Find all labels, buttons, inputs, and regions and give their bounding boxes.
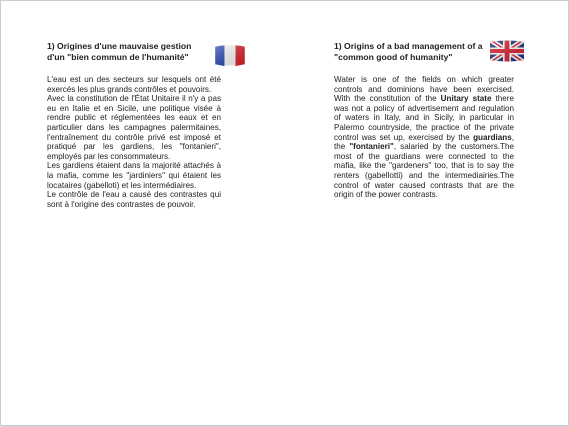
english-column [334, 41, 514, 200]
english-title-line2: "common good of humanity" [334, 51, 453, 62]
french-paragraph: Le contrôle de l'eau a causé des contrastes qui sont à l'origine des contrastes de pouvoir. [47, 190, 221, 209]
text-run: there was not a policy of advertisement and regulation of waters in Italy, and in Sicily, in particular in Palermo countryside, the practice of the private control was set up, exercised by the [334, 94, 515, 142]
french-column [47, 41, 221, 209]
text-run: Water is one of the fields on which greater controls and dominions have been exercised. With the constitution of the [334, 75, 514, 104]
english-paragraph [334, 75, 514, 200]
bold-term: guardians [473, 132, 512, 142]
french-body [47, 75, 221, 209]
english-title [334, 41, 494, 62]
bold-term: Unitary state [440, 94, 492, 104]
french-title [47, 41, 221, 62]
english-body [334, 75, 514, 200]
english-title-line1: 1) Origins of a bad management of a [334, 41, 483, 51]
text-run: , the [334, 132, 514, 152]
bold-term: "fontanieri" [349, 142, 394, 152]
french-title-line1: 1) Origines d'une mauvaise gestion [47, 41, 192, 51]
french-paragraph: L'eau est un des secteurs sur lesquels ont été exercés les plus grands contrôles et pouvoirs. [47, 75, 221, 94]
uk-flag-icon [489, 39, 525, 63]
france-flag-icon [213, 43, 247, 67]
text-run: , salaried by the customers.The most of the guardians were connected to the mafia, like the "gardeners" too, that is to say the renters (gabellotti) and the intermediairies.The control of water caused contrasts that are the origin of the power contrasts. [334, 142, 514, 200]
french-paragraph: Avec la constitution de l'État Unitaire il n'y a pas eu en Italie et en Sicile, une politique visée à rendre public et réglementées les eaux et en particulier dans les campagnes palermitaines, l'entraînement du contrôle privé est imposé et pratiqué par les gardiens, les "fontanieri", employés par les consommateurs. [47, 94, 221, 161]
french-title-line2: d'un "bien commun de l'humanité" [47, 51, 189, 62]
french-paragraph: Les gardiens étaient dans la majorité attachés à la mafia, comme les "jardiniers" qui étaient les locataires (gabelloti) et les intermédiaires. [47, 161, 221, 190]
